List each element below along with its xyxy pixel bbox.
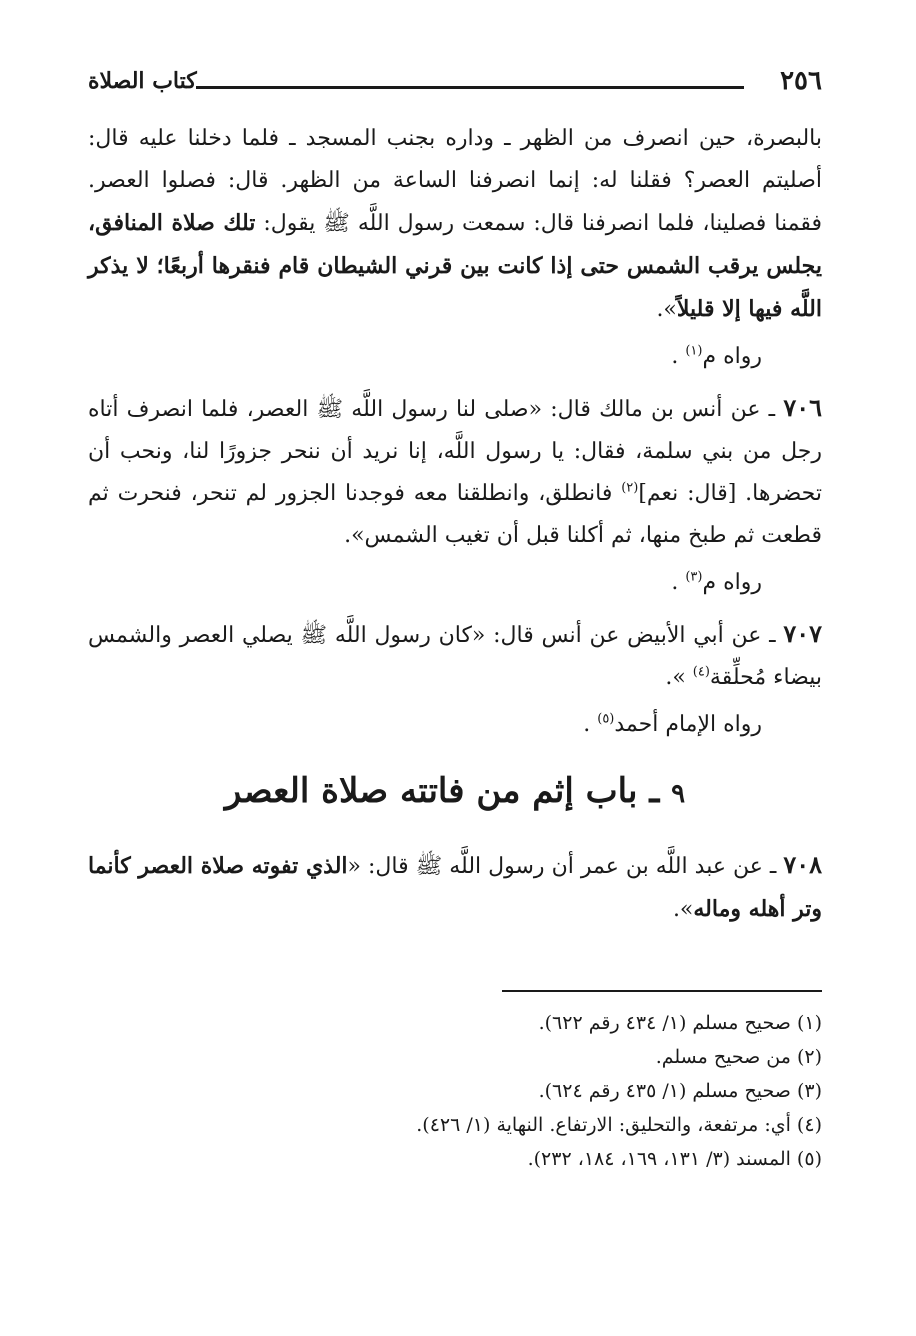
hadith-text-continued: ». <box>665 665 693 690</box>
paragraph-text: بالبصرة، حين انصرف من الظهر ـ وداره بجنب المسجد ـ فلما دخلنا عليه قال: أصليتم العصر؟ فقلنا له: إنما انصرفنا الساعة من الظهر. قال: فصلوا العصر. فقمنا فصلينا، فلما انصرفنا قال: سمعت رسول اللَّه ﷺ يقول: <box>88 126 822 236</box>
hadith-number: ٧٠٨ <box>783 850 822 879</box>
narration-end: . <box>583 712 598 737</box>
book-title: كتاب الصلاة <box>88 68 197 94</box>
narration-text: رواه م <box>702 344 762 369</box>
footnote-item: (١) صحيح مسلم (١/ ٤٣٤ رقم ٦٢٢). <box>538 1012 822 1034</box>
page-body <box>88 118 822 931</box>
hadith-bold-text: تلك صلاة المنافق، يجلس يرقب الشمس حتى إذا كانت بين قرني الشيطان قام فنقرها أربعًا؛ لا يذكر اللَّه فيها إلا قليلاً <box>88 210 822 322</box>
footnote-item: (٥) المسند (٣/ ١٣١، ١٦٩، ١٨٤، ٢٣٢). <box>527 1148 822 1170</box>
header-rule <box>196 86 744 89</box>
footnote-item: (٢) من صحيح مسلم. <box>655 1046 822 1068</box>
hadith-text-continued: فانطلق، وانطلقنا معه فوجدنا الجزور لم تنحر، فنحرت ثم قطعت ثم طبخ منها، ثم أكلنا قبل أن تغيب الشمس». <box>88 481 822 548</box>
page-number: ٢٥٦ <box>780 66 822 96</box>
footnote-ref: (٣) <box>685 569 703 585</box>
narration-text: رواه م <box>702 570 762 595</box>
hadith-707 <box>88 613 822 699</box>
narration-end: . <box>671 570 686 595</box>
paragraph-end: ». <box>656 297 677 322</box>
paragraph-continuation <box>88 118 822 331</box>
narration-source <box>88 705 762 745</box>
page-header <box>88 66 822 100</box>
footnote-ref: (٤) <box>692 664 710 680</box>
footnote-ref: (٢) <box>621 480 639 496</box>
footnote-item: (٣) صحيح مسلم (١/ ٤٣٥ رقم ٦٢٤). <box>538 1080 822 1102</box>
narration-end: . <box>671 344 686 369</box>
section-title: ـ باب إثم من فاتته صلاة العصر <box>224 771 672 811</box>
footnote-ref: (٥) <box>597 711 615 727</box>
section-heading <box>88 761 822 824</box>
hadith-708 <box>88 844 822 931</box>
section-number: ٩ <box>671 779 686 809</box>
footnote-item: (٤) أي: مرتفعة، والتحليق: الارتفاع. النهاية (١/ ٤٢٦). <box>416 1114 822 1136</box>
footnotes <box>88 990 822 1176</box>
hadith-number: ٧٠٧ <box>783 619 822 648</box>
narration-source <box>88 563 762 603</box>
hadith-text: ـ عن أنس بن مالك قال: «صلى لنا رسول اللَّه ﷺ العصر، فلما انصرف أتاه رجل من بني سلمة، فقال: يا رسول اللَّه، إنا نريد أن ننحر جزورًا لنا، ونحب أن تحضرها. [قال: نعم] <box>88 397 822 506</box>
narration-source <box>88 337 762 377</box>
footnote-ref: (١) <box>685 343 703 359</box>
hadith-text: ـ عن عبد اللَّه بن عمر أن رسول اللَّه ﷺ قال: « <box>347 854 784 879</box>
hadith-text: ـ عن أبي الأبيض عن أنس قال: «كان رسول اللَّه ﷺ يصلي العصر والشمس بيضاء مُحلِّقة <box>88 623 822 690</box>
hadith-bold-text: الذي تفوته صلاة العصر كأنما وتر أهله وماله <box>88 853 822 922</box>
narration-text: رواه الإمام أحمد <box>614 712 762 737</box>
hadith-number: ٧٠٦ <box>783 393 822 422</box>
hadith-706 <box>88 387 822 557</box>
footnote-rule <box>502 990 822 992</box>
hadith-end: ». <box>672 897 694 922</box>
